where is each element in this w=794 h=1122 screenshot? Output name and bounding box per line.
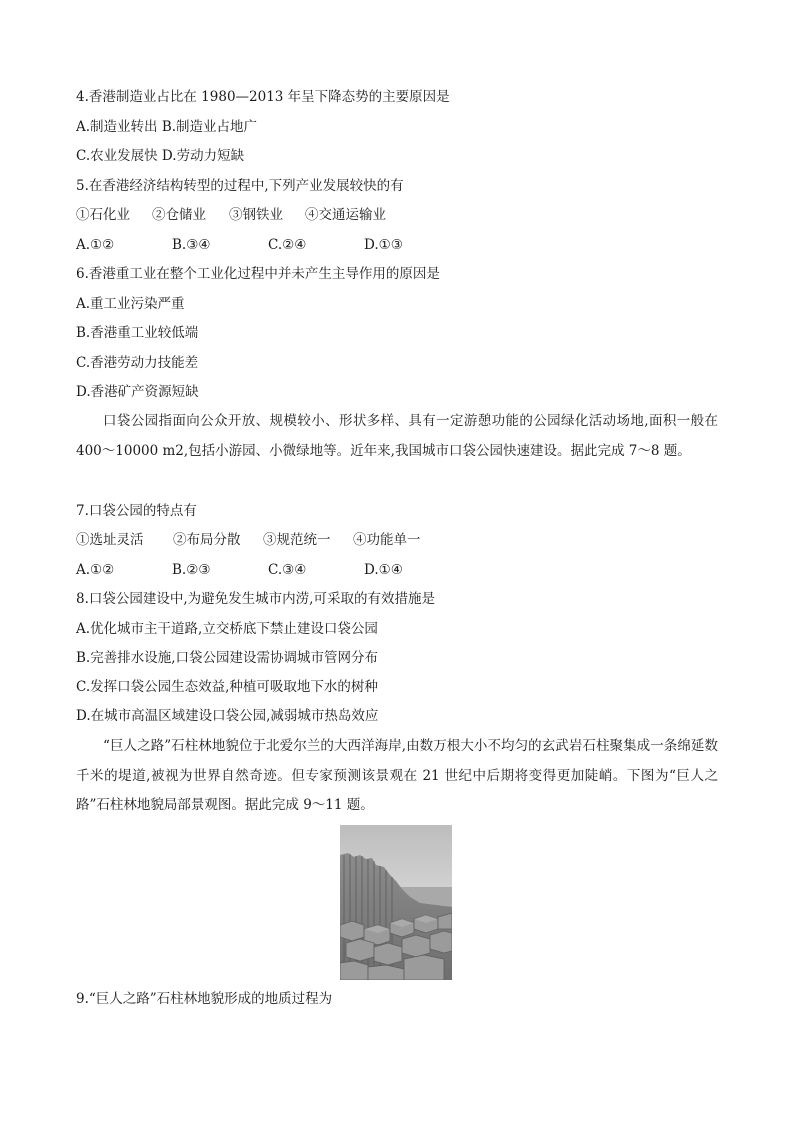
q5-item: ④交通运输业 (305, 207, 386, 223)
q6-option: A.重工业污染严重 (76, 296, 185, 312)
q8-option: B.完善排水设施,口袋公园建设需协调城市管网分布 (76, 650, 379, 666)
q8-stem: 8.口袋公园建设中,为避免发生城市内涝,可采取的有效措施是 (76, 591, 435, 607)
q7-option: C.③④ (268, 562, 307, 578)
q7-options (76, 561, 403, 579)
q7-item: ③规范统一 (263, 532, 331, 548)
q5-option: C.②④ (268, 237, 307, 253)
q7-item: ①选址灵活 (76, 532, 144, 548)
q6-stem: 6.香港重工业在整个工业化过程中并未产生主导作用的原因是 (76, 266, 440, 282)
q7-item: ②布局分散 (173, 532, 241, 548)
passage-giants-causeway: “巨人之路”石柱林地貌位于北爱尔兰的大西洋海岸,由数万根大小不均匀的玄武岩石柱聚集成一条绵延数千米的堤道,被视为世界自然奇迹。但专家预测该景观在 21 世纪中后期将变得更加陡峭。下图为“巨人之路”石柱林地貌局部景观图。据此完成 9～11 题。 (76, 738, 718, 813)
q5-option: A.①② (76, 237, 115, 253)
q7-items (76, 531, 421, 549)
q4-stem: 4.香港制造业占比在 1980—2013 年呈下降态势的主要原因是 (76, 89, 450, 105)
q5-stem: 5.在香港经济结构转型的过程中,下列产业发展较快的有 (76, 178, 404, 194)
q5-item: ③钢铁业 (229, 207, 283, 223)
q5-option: B.③④ (172, 237, 211, 253)
q7-item: ④功能单一 (353, 532, 421, 548)
q9-stem: 9.“巨人之路”石柱林地貌形成的地质过程为 (76, 991, 333, 1007)
q8-option: A.优化城市主干道路,立交桥底下禁止建设口袋公园 (76, 621, 378, 637)
q4-options-cd: C.农业发展快 D.劳动力短缺 (76, 148, 245, 164)
q6-option: B.香港重工业较低端 (76, 325, 199, 341)
q5-option: D.①③ (364, 237, 403, 253)
q8-option: D.在城市高温区域建设口袋公园,减弱城市热岛效应 (76, 708, 379, 724)
passage-pocket-park: 口袋公园指面向公众开放、规模较小、形状多样、具有一定游憩功能的公园绿化活动场地,面积一般在 400～10000 m2,包括小游园、小微绿地等。近年来,我国城市口袋公园快速建设。据此完成 7～8 题。 (76, 413, 718, 459)
q7-option: B.②③ (172, 562, 211, 578)
q5-item: ②仓储业 (152, 207, 206, 223)
q7-stem: 7.口袋公园的特点有 (76, 503, 197, 519)
giants-causeway-photo (340, 825, 452, 980)
q5-item: ①石化业 (76, 207, 130, 223)
q5-options (76, 236, 403, 254)
q8-option: C.发挥口袋公园生态效益,种植可吸取地下水的树种 (76, 679, 378, 695)
q6-option: D.香港矿产资源短缺 (76, 384, 199, 400)
q7-option: D.①④ (364, 562, 403, 578)
q4-options-ab: A.制造业转出 B.制造业占地广 (76, 119, 258, 135)
q6-option: C.香港劳动力技能差 (76, 355, 199, 371)
q7-option: A.①② (76, 562, 115, 578)
q5-items (76, 206, 386, 224)
